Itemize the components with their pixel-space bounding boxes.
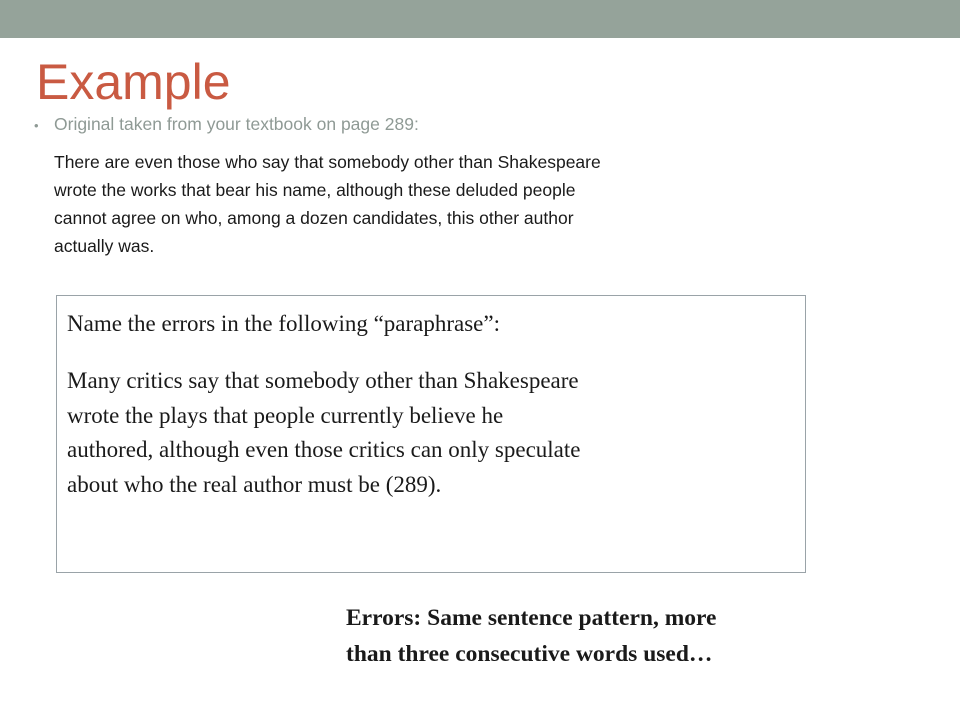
slide-title: Example	[36, 54, 231, 110]
bullet-dot-icon: •	[34, 118, 39, 133]
quote-line: There are even those who say that somebody other than Shakespeare	[54, 152, 601, 172]
paraphrase-box	[56, 295, 806, 573]
paraphrase-line: authored, although even those critics can only speculate	[67, 437, 581, 462]
paraphrase-paragraph	[67, 364, 581, 502]
quote-line: wrote the works that bear his name, although these deluded people	[54, 180, 576, 200]
paraphrase-prompt: Name the errors in the following “paraphrase”:	[67, 311, 500, 336]
errors-line: Errors: Same sentence pattern, more	[346, 605, 717, 631]
errors-line: than three consecutive words used…	[346, 641, 713, 667]
top-accent-bar	[0, 0, 960, 38]
original-quote	[54, 148, 834, 260]
bullet-item	[34, 113, 419, 137]
paraphrase-line: about who the real author must be (289).	[67, 471, 442, 497]
paraphrase-line: Many critics say that somebody other than Shakespeare	[67, 368, 579, 393]
paraphrase-line: wrote the plays that people currently believe he	[67, 402, 504, 428]
quote-line: actually was.	[54, 236, 155, 256]
quote-line: cannot agree on who, among a dozen candidates, this other author	[54, 208, 574, 228]
bullet-text: Original taken from your textbook on page 289:	[54, 114, 419, 134]
errors-answer	[346, 600, 716, 672]
